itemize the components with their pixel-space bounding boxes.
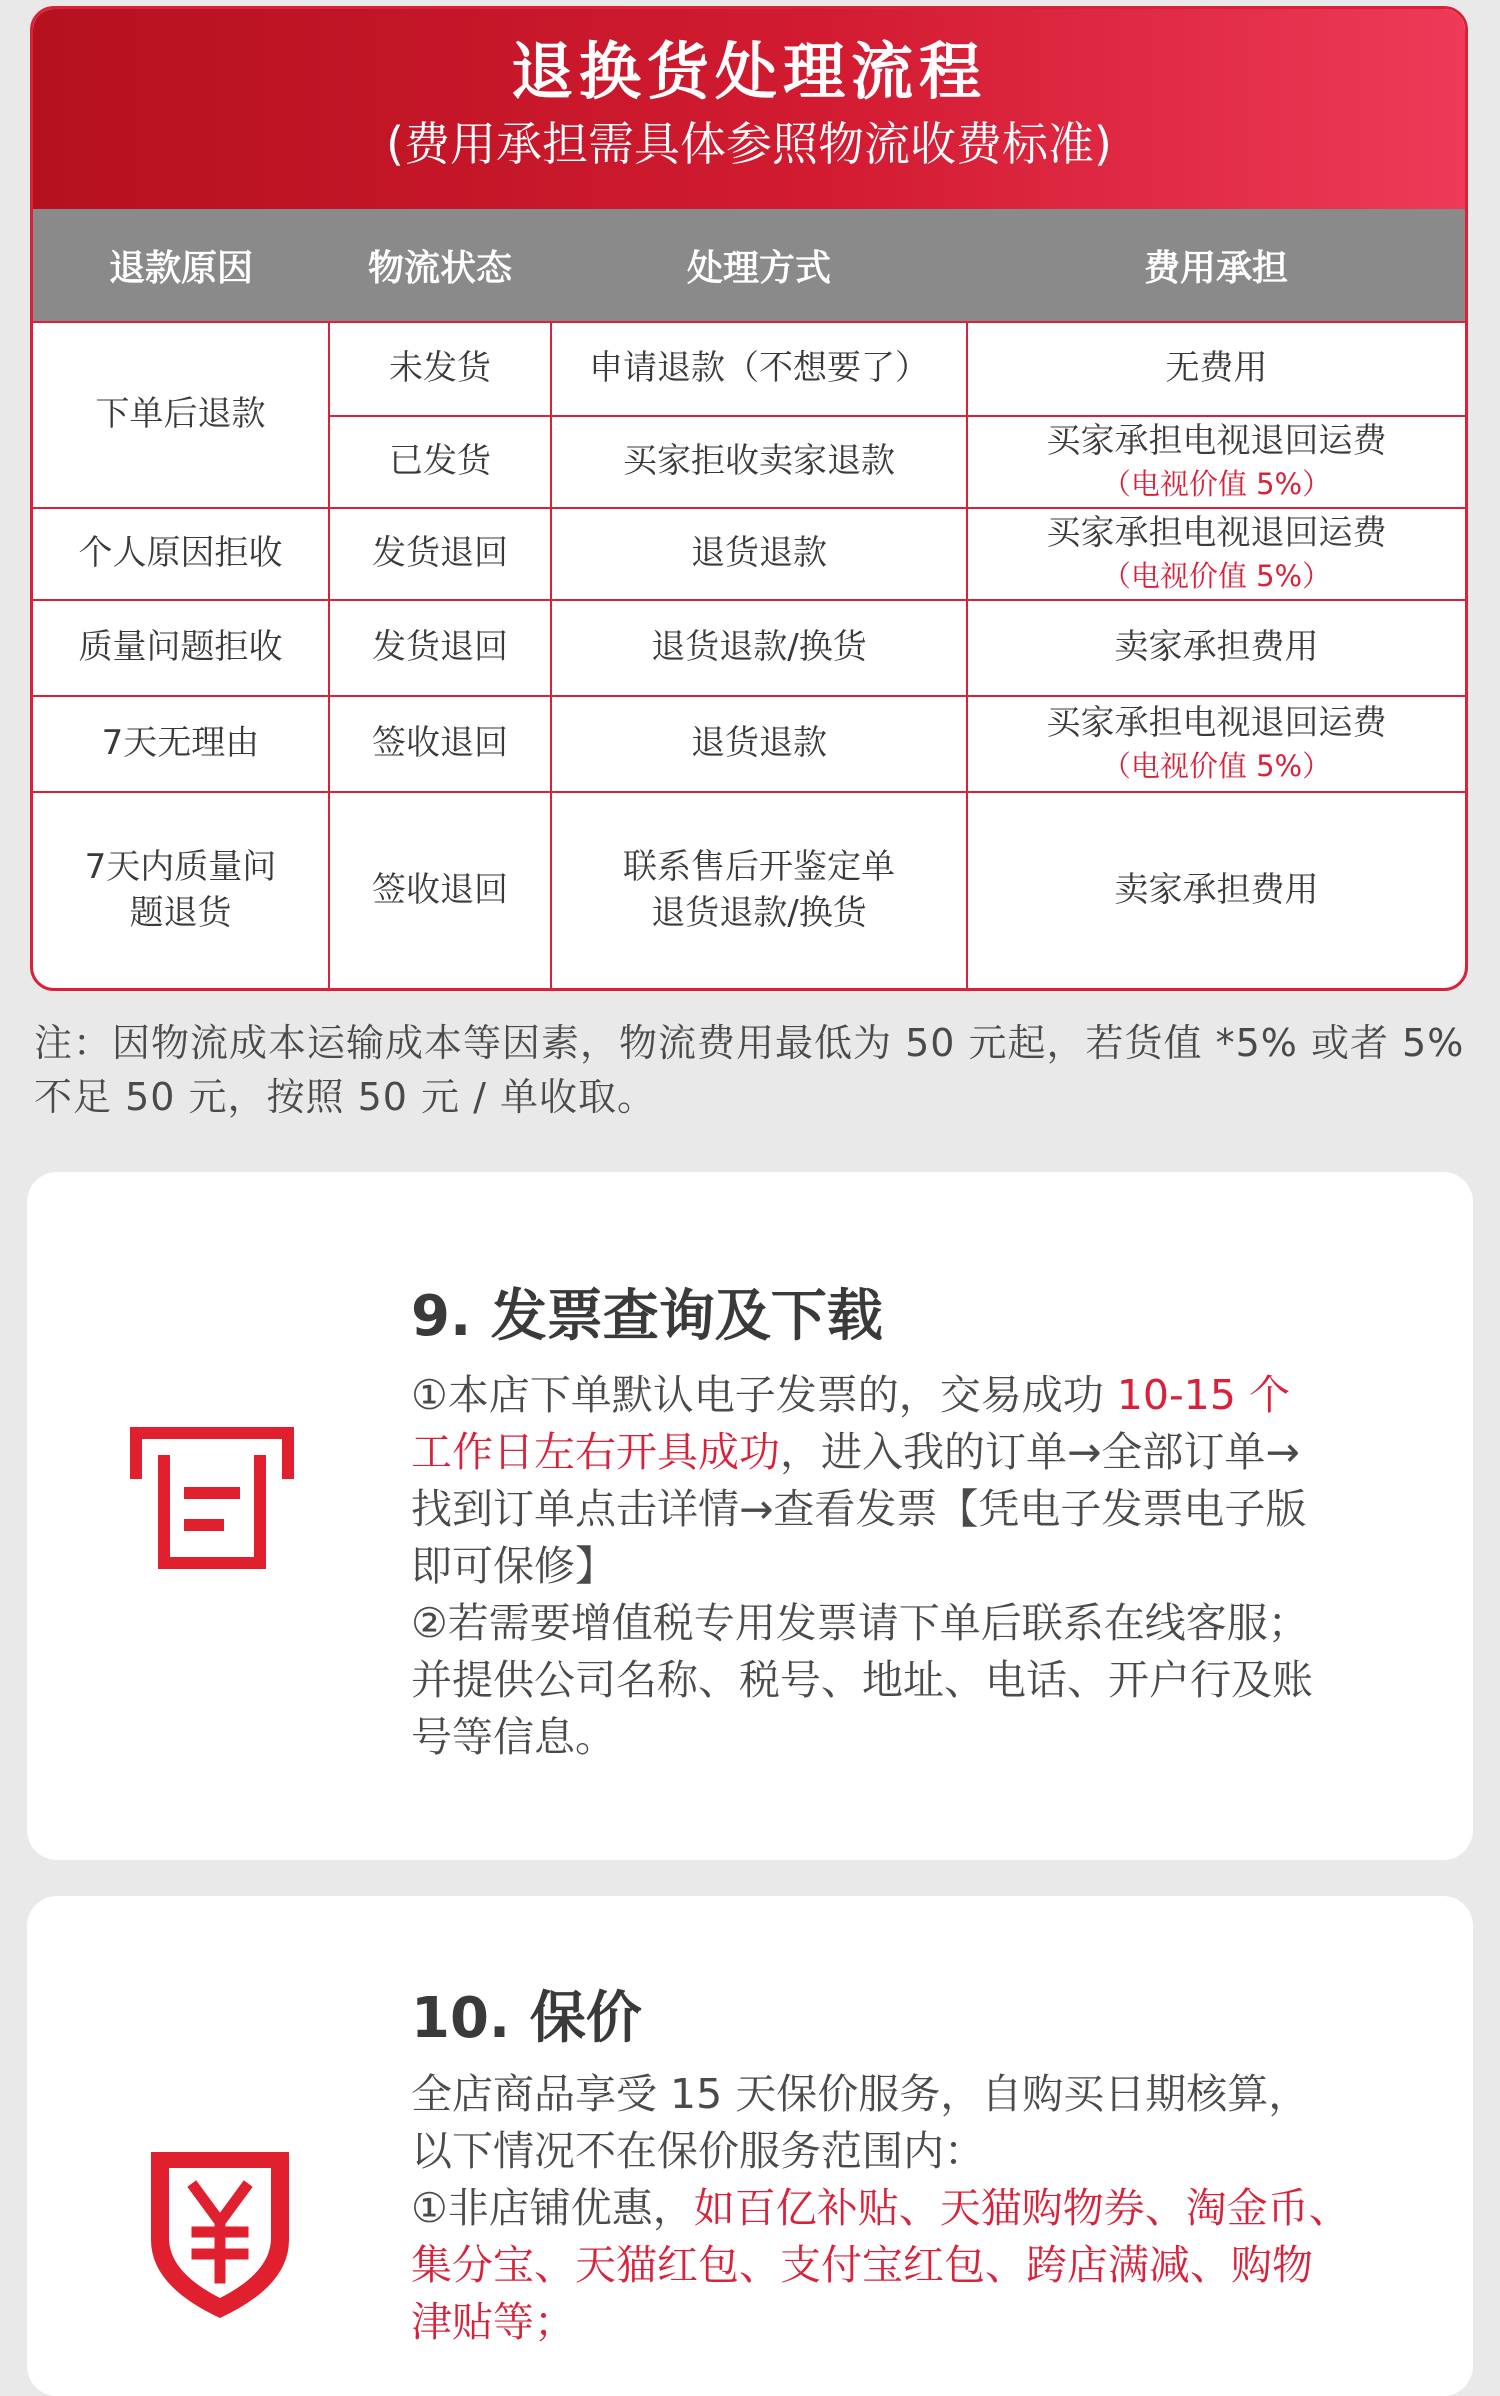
- table-row: [33, 792, 1465, 988]
- cell-fee: 无费用: [967, 322, 1465, 416]
- cell-method: 退货退款/换货: [551, 600, 967, 696]
- price-highlight: 集分宝、天猫红包、支付宝红包、跨店满减、购物: [411, 2241, 1313, 2289]
- cell-status: 发货退回: [329, 508, 551, 600]
- cell-status: 签收退回: [329, 696, 551, 792]
- price-title: 10. 保价: [411, 1986, 642, 2051]
- invoice-text: 号等信息。: [411, 1713, 616, 1761]
- fee-text: 买家承担电视退回运费: [1046, 703, 1387, 744]
- invoice-highlight: 10-15 个: [1116, 1371, 1290, 1419]
- fee-note: （电视价值 5%）: [1101, 559, 1332, 594]
- note-line-2: 不足 50 元，按照 50 元 / 单收取。: [34, 1075, 656, 1119]
- process-banner: [33, 9, 1465, 209]
- invoice-text: 即可保修】: [411, 1542, 616, 1590]
- price-protection-card: [27, 1896, 1473, 2396]
- invoice-text: 并提供公司名称、税号、地址、电话、开户行及账: [411, 1656, 1313, 1704]
- method-line-2: 退货退款/换货: [651, 892, 867, 933]
- invoice-highlight: 工作日左右开具成功: [411, 1428, 780, 1476]
- cell-reason: 下单后退款: [33, 322, 329, 508]
- cell-method: 退货退款: [551, 508, 967, 600]
- cell-method: 买家拒收卖家退款: [551, 416, 967, 508]
- table-row: [33, 322, 1465, 416]
- header-reason: 退款原因: [33, 209, 329, 322]
- cell-reason: 7天无理由: [33, 696, 329, 792]
- cell-status: 签收退回: [329, 792, 551, 988]
- invoice-text: 找到订单点击详情→查看发票【凭电子发票电子版: [411, 1485, 1307, 1533]
- invoice-printer-icon: [122, 1417, 302, 1577]
- cell-reason: 质量问题拒收: [33, 600, 329, 696]
- invoice-text: ②若需要增值税专用发票请下单后联系在线客服；: [411, 1599, 1309, 1647]
- header-fee: 费用承担: [967, 209, 1465, 322]
- invoice-body: [411, 1367, 1441, 1766]
- price-text: 以下情况不在保价服务范围内：: [411, 2127, 985, 2175]
- invoice-text: ，进入我的订单→全部订单→: [780, 1428, 1300, 1476]
- return-process-card: [30, 6, 1468, 991]
- cell-fee: 卖家承担费用: [967, 600, 1465, 696]
- cell-fee: [967, 508, 1465, 600]
- reason-line-1: 7天内质量问: [84, 846, 277, 887]
- table-row: [33, 696, 1465, 792]
- fee-note: （电视价值 5%）: [1101, 749, 1332, 784]
- price-text: ①非店铺优惠，: [411, 2184, 694, 2232]
- cell-reason: [33, 792, 329, 988]
- process-subtitle: (费用承担需具体参照物流收费标准): [386, 117, 1112, 171]
- cell-method: [551, 792, 967, 988]
- price-highlight: 如百亿补贴、天猫购物券、淘金币、: [693, 2184, 1350, 2232]
- cell-status: 未发货: [329, 322, 551, 416]
- note-line-1: 注：因物流成本运输成本等因素，物流费用最低为 50 元起，若货值 *5% 或者 5%: [34, 1021, 1465, 1065]
- invoice-text: ①本店下单默认电子发票的，交易成功: [411, 1371, 1104, 1419]
- price-body: [411, 2066, 1441, 2351]
- cell-status: 发货退回: [329, 600, 551, 696]
- cell-status: 已发货: [329, 416, 551, 508]
- reason-line-2: 题退货: [129, 892, 232, 933]
- cell-method: 申请退款（不想要了）: [551, 322, 967, 416]
- table-header-row: [33, 209, 1465, 322]
- header-method: 处理方式: [551, 209, 967, 322]
- cell-fee: [967, 416, 1465, 508]
- cell-fee: [967, 696, 1465, 792]
- fee-text: 买家承担电视退回运费: [1046, 513, 1387, 554]
- shipping-fee-note: [34, 1016, 1474, 1124]
- cell-reason: 个人原因拒收: [33, 508, 329, 600]
- header-logistics: 物流状态: [329, 209, 551, 322]
- cell-method: 退货退款: [551, 696, 967, 792]
- return-process-table: [33, 209, 1465, 988]
- invoice-title: 9. 发票查询及下载: [411, 1284, 883, 1349]
- method-line-1: 联系售后开鉴定单: [623, 846, 895, 887]
- price-text: 全店商品享受 15 天保价服务，自购买日期核算，: [411, 2070, 1310, 2118]
- cell-fee: 卖家承担费用: [967, 792, 1465, 988]
- table-row: [33, 508, 1465, 600]
- price-highlight: 津贴等；: [411, 2298, 575, 2346]
- yuan-shield-icon: [135, 2136, 305, 2326]
- invoice-card: [27, 1172, 1473, 1860]
- fee-text: 买家承担电视退回运费: [1046, 421, 1387, 462]
- table-row: [33, 600, 1465, 696]
- fee-note: （电视价值 5%）: [1101, 467, 1332, 502]
- process-title: 退换货处理流程: [510, 35, 987, 108]
